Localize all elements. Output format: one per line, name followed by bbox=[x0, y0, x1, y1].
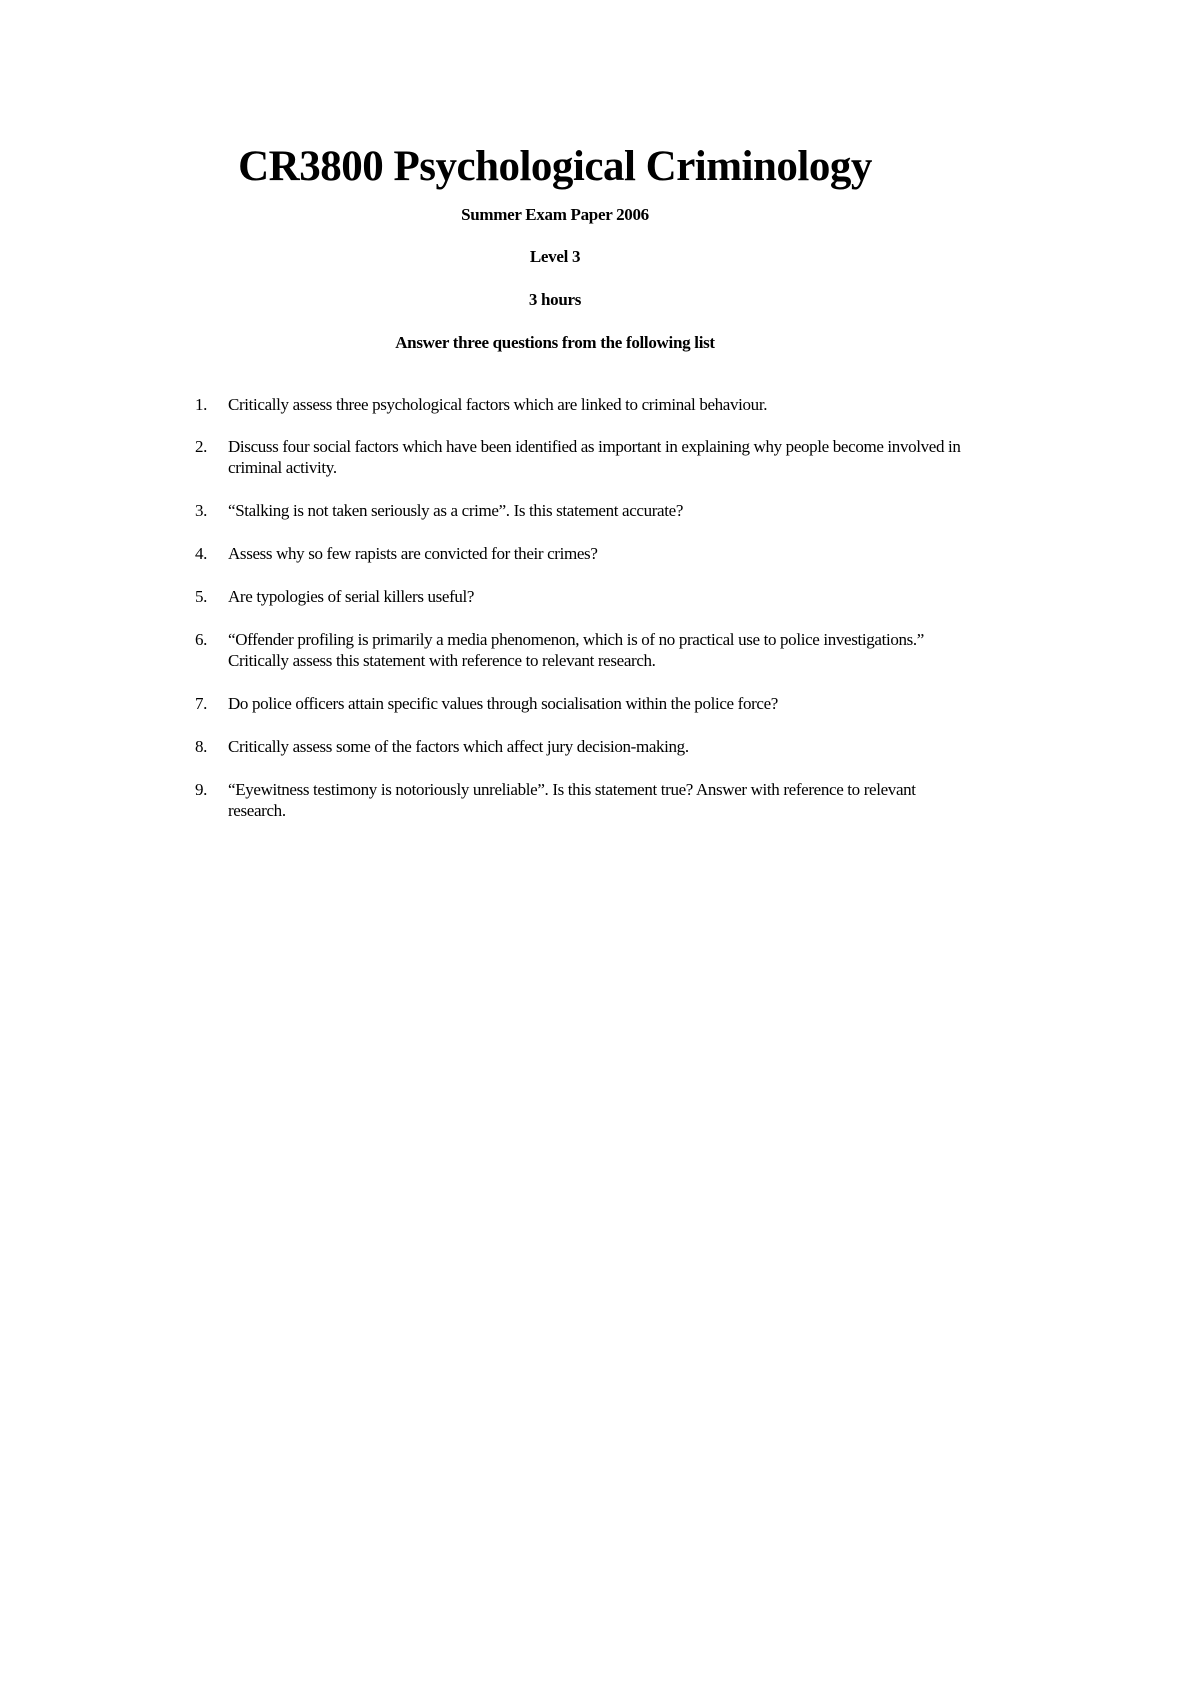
question-text: Do police officers attain specific values through socialisation within the police force? bbox=[228, 694, 778, 713]
exam-subtitle: Summer Exam Paper 2006 bbox=[461, 205, 649, 224]
question-number: 7. bbox=[195, 694, 208, 713]
question-number: 9. bbox=[195, 780, 208, 799]
question-item bbox=[195, 500, 975, 521]
exam-instructions: Answer three questions from the following list bbox=[395, 333, 715, 352]
question-text: “Offender profiling is primarily a media phenomenon, which is of no practical use to police investigations.” Critically assess this statement with reference to relevant research. bbox=[228, 630, 924, 670]
exam-level: Level 3 bbox=[529, 247, 581, 266]
exam-duration: 3 hours bbox=[528, 290, 582, 309]
question-number: 1. bbox=[195, 395, 208, 414]
question-item bbox=[195, 436, 975, 478]
question-number: 2. bbox=[195, 437, 208, 456]
question-item bbox=[195, 736, 975, 757]
question-item bbox=[195, 394, 975, 415]
question-text: Critically assess some of the factors which affect jury decision-making. bbox=[228, 737, 689, 756]
question-number: 5. bbox=[195, 587, 208, 606]
question-item bbox=[195, 586, 975, 607]
question-item bbox=[195, 543, 975, 564]
question-text: Critically assess three psychological factors which are linked to criminal behaviour. bbox=[228, 395, 768, 414]
question-item bbox=[195, 693, 975, 714]
question-text: Assess why so few rapists are convicted for their crimes? bbox=[228, 544, 598, 563]
question-list bbox=[195, 394, 975, 821]
question-text: Are typologies of serial killers useful? bbox=[228, 587, 475, 606]
question-item bbox=[195, 629, 975, 671]
question-text: Discuss four social factors which have been identified as important in explaining why people become involved in criminal activity. bbox=[228, 437, 961, 477]
question-number: 4. bbox=[195, 544, 208, 563]
question-text: “Stalking is not taken seriously as a crime”. Is this statement accurate? bbox=[228, 501, 684, 520]
page-title: CR3800 Psychological Criminology bbox=[238, 143, 872, 190]
question-number: 6. bbox=[195, 630, 208, 649]
question-number: 8. bbox=[195, 737, 208, 756]
question-item bbox=[195, 779, 975, 821]
question-text: “Eyewitness testimony is notoriously unreliable”. Is this statement true? Answer with reference to relevant research. bbox=[228, 780, 916, 820]
question-number: 3. bbox=[195, 501, 208, 520]
